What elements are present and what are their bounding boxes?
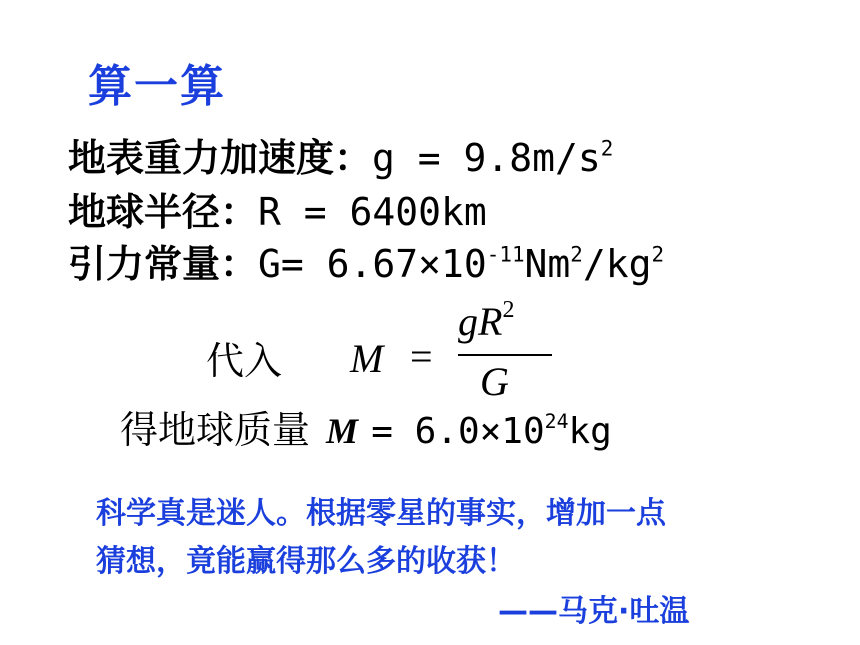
formula-numerator: $gR^2$ xyxy=(458,297,515,344)
constant-value: $G= 6.67\times 10^{-11}Nm^2/kg^2$ xyxy=(258,242,665,286)
formula-denominator: G xyxy=(480,359,509,404)
formula-equals: = xyxy=(410,334,433,379)
result-label: 得地球质量 xyxy=(120,408,311,452)
fraction-bar xyxy=(458,354,552,356)
result-value: = $6.0\times 10^{24}kg$ xyxy=(371,410,612,452)
gravity-value: $g = 9.8m/s^2$ xyxy=(372,136,614,180)
radius-label: 地球半径： xyxy=(68,190,259,234)
radius-line xyxy=(68,190,487,234)
quote xyxy=(96,490,666,586)
page-title: 算一算 xyxy=(88,61,226,112)
result-symbol: M xyxy=(326,411,359,451)
radius-value: R = 6400km xyxy=(258,190,487,234)
gravity-label: 地表重力加速度： xyxy=(68,136,373,180)
constant-line xyxy=(68,242,664,286)
gravity-exponent: 2 xyxy=(600,136,614,161)
result-line xyxy=(120,408,612,454)
quote-author: ——马克·吐温 xyxy=(498,594,690,629)
mass-formula xyxy=(350,297,570,410)
substitute-label: 代入 xyxy=(206,339,283,383)
gravity-line xyxy=(68,136,613,180)
quote-line-1: 科学真是迷人。根据零星的事实，增加一点 xyxy=(96,496,666,531)
constant-label: 引力常量： xyxy=(68,242,259,286)
formula-lhs: M xyxy=(350,336,384,381)
quote-line-2: 猜想，竟能赢得那么多的收获！ xyxy=(96,544,516,579)
